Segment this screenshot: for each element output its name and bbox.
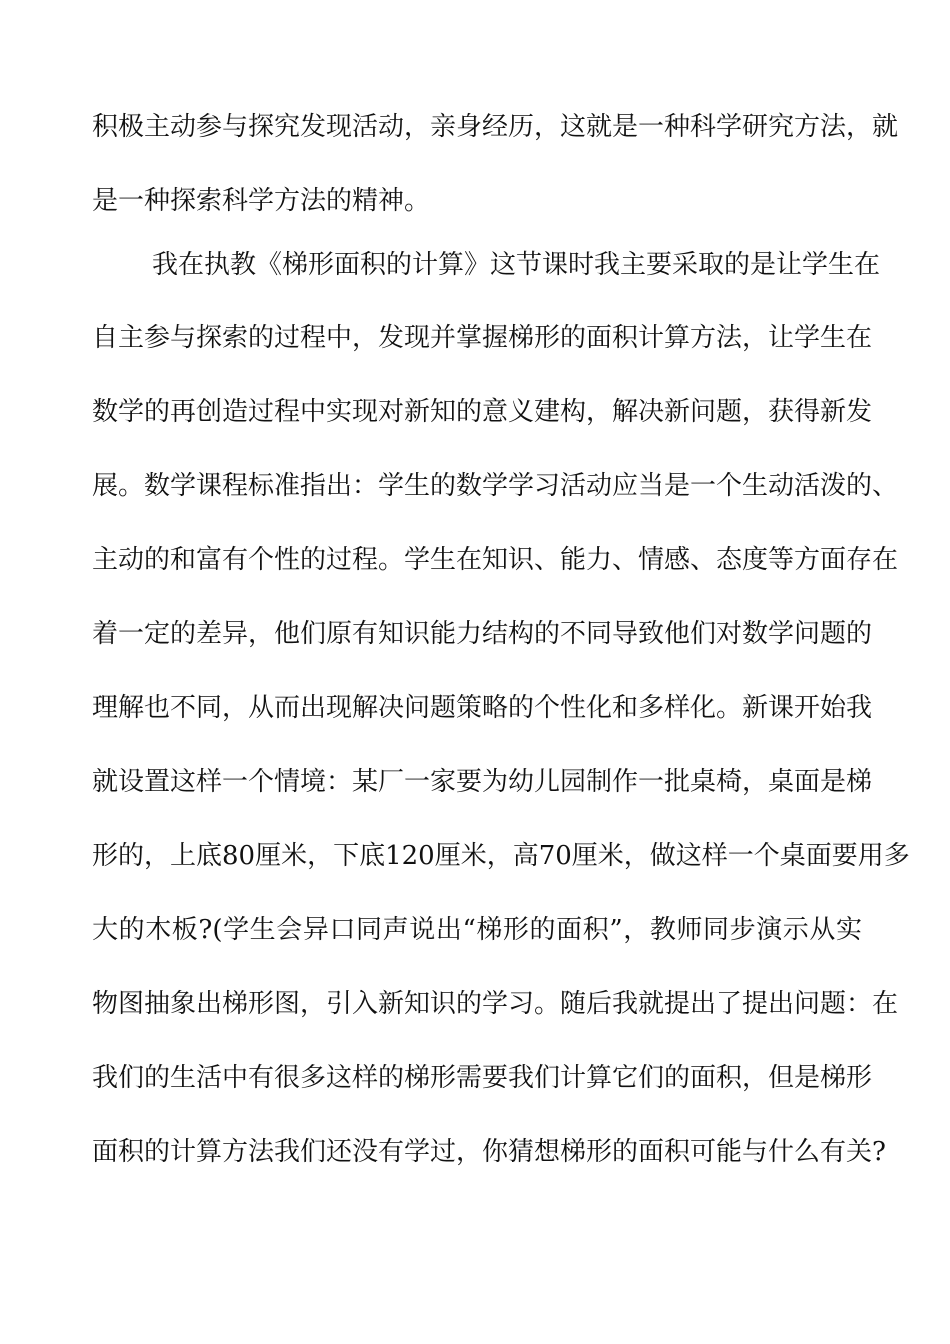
text-line: 就设置这样一个情境：某厂一家要为幼儿园制作一批桌椅，桌面是梯 [92,767,873,797]
text-line: 积极主动参与探究发现活动，亲身经历，这就是一种科学研究方法，就 [92,112,899,142]
text-line: 我们的生活中有很多这样的梯形需要我们计算它们的面积，但是梯形 [92,1063,873,1093]
text-line: 我在执教《梯形面积的计算》这节课时我主要采取的是让学生在 [152,250,881,280]
text-line: 理解也不同，从而出现解决问题策略的个性化和多样化。新课开始我 [92,693,873,723]
text-line: 自主参与探索的过程中，发现并掌握梯形的面积计算方法，让学生在 [92,323,873,353]
text-line: 展。数学课程标准指出：学生的数学学习活动应当是一个生动活泼的、 [92,471,899,501]
text-line: 是一种探索科学方法的精神。 [92,186,431,216]
text-line: 面积的计算方法我们还没有学过，你猜想梯形的面积可能与什么有关? [92,1137,886,1167]
text-line: 大的木板?(学生会异口同声说出“梯形的面积”，教师同步演示从实 [92,915,862,945]
text-line: 主动的和富有个性的过程。学生在知识、能力、情感、态度等方面存在 [92,545,899,575]
text-line: 物图抽象出梯形图，引入新知识的学习。随后我就提出了提出问题：在 [92,989,899,1019]
text-line: 形的，上底80厘米，下底120厘米，高70厘米，做这样一个桌面要用多 [92,841,910,871]
text-line: 数学的再创造过程中实现对新知的意义建构，解决新问题，获得新发 [92,397,873,427]
text-line: 着一定的差异，他们原有知识能力结构的不同导致他们对数学问题的 [92,619,873,649]
